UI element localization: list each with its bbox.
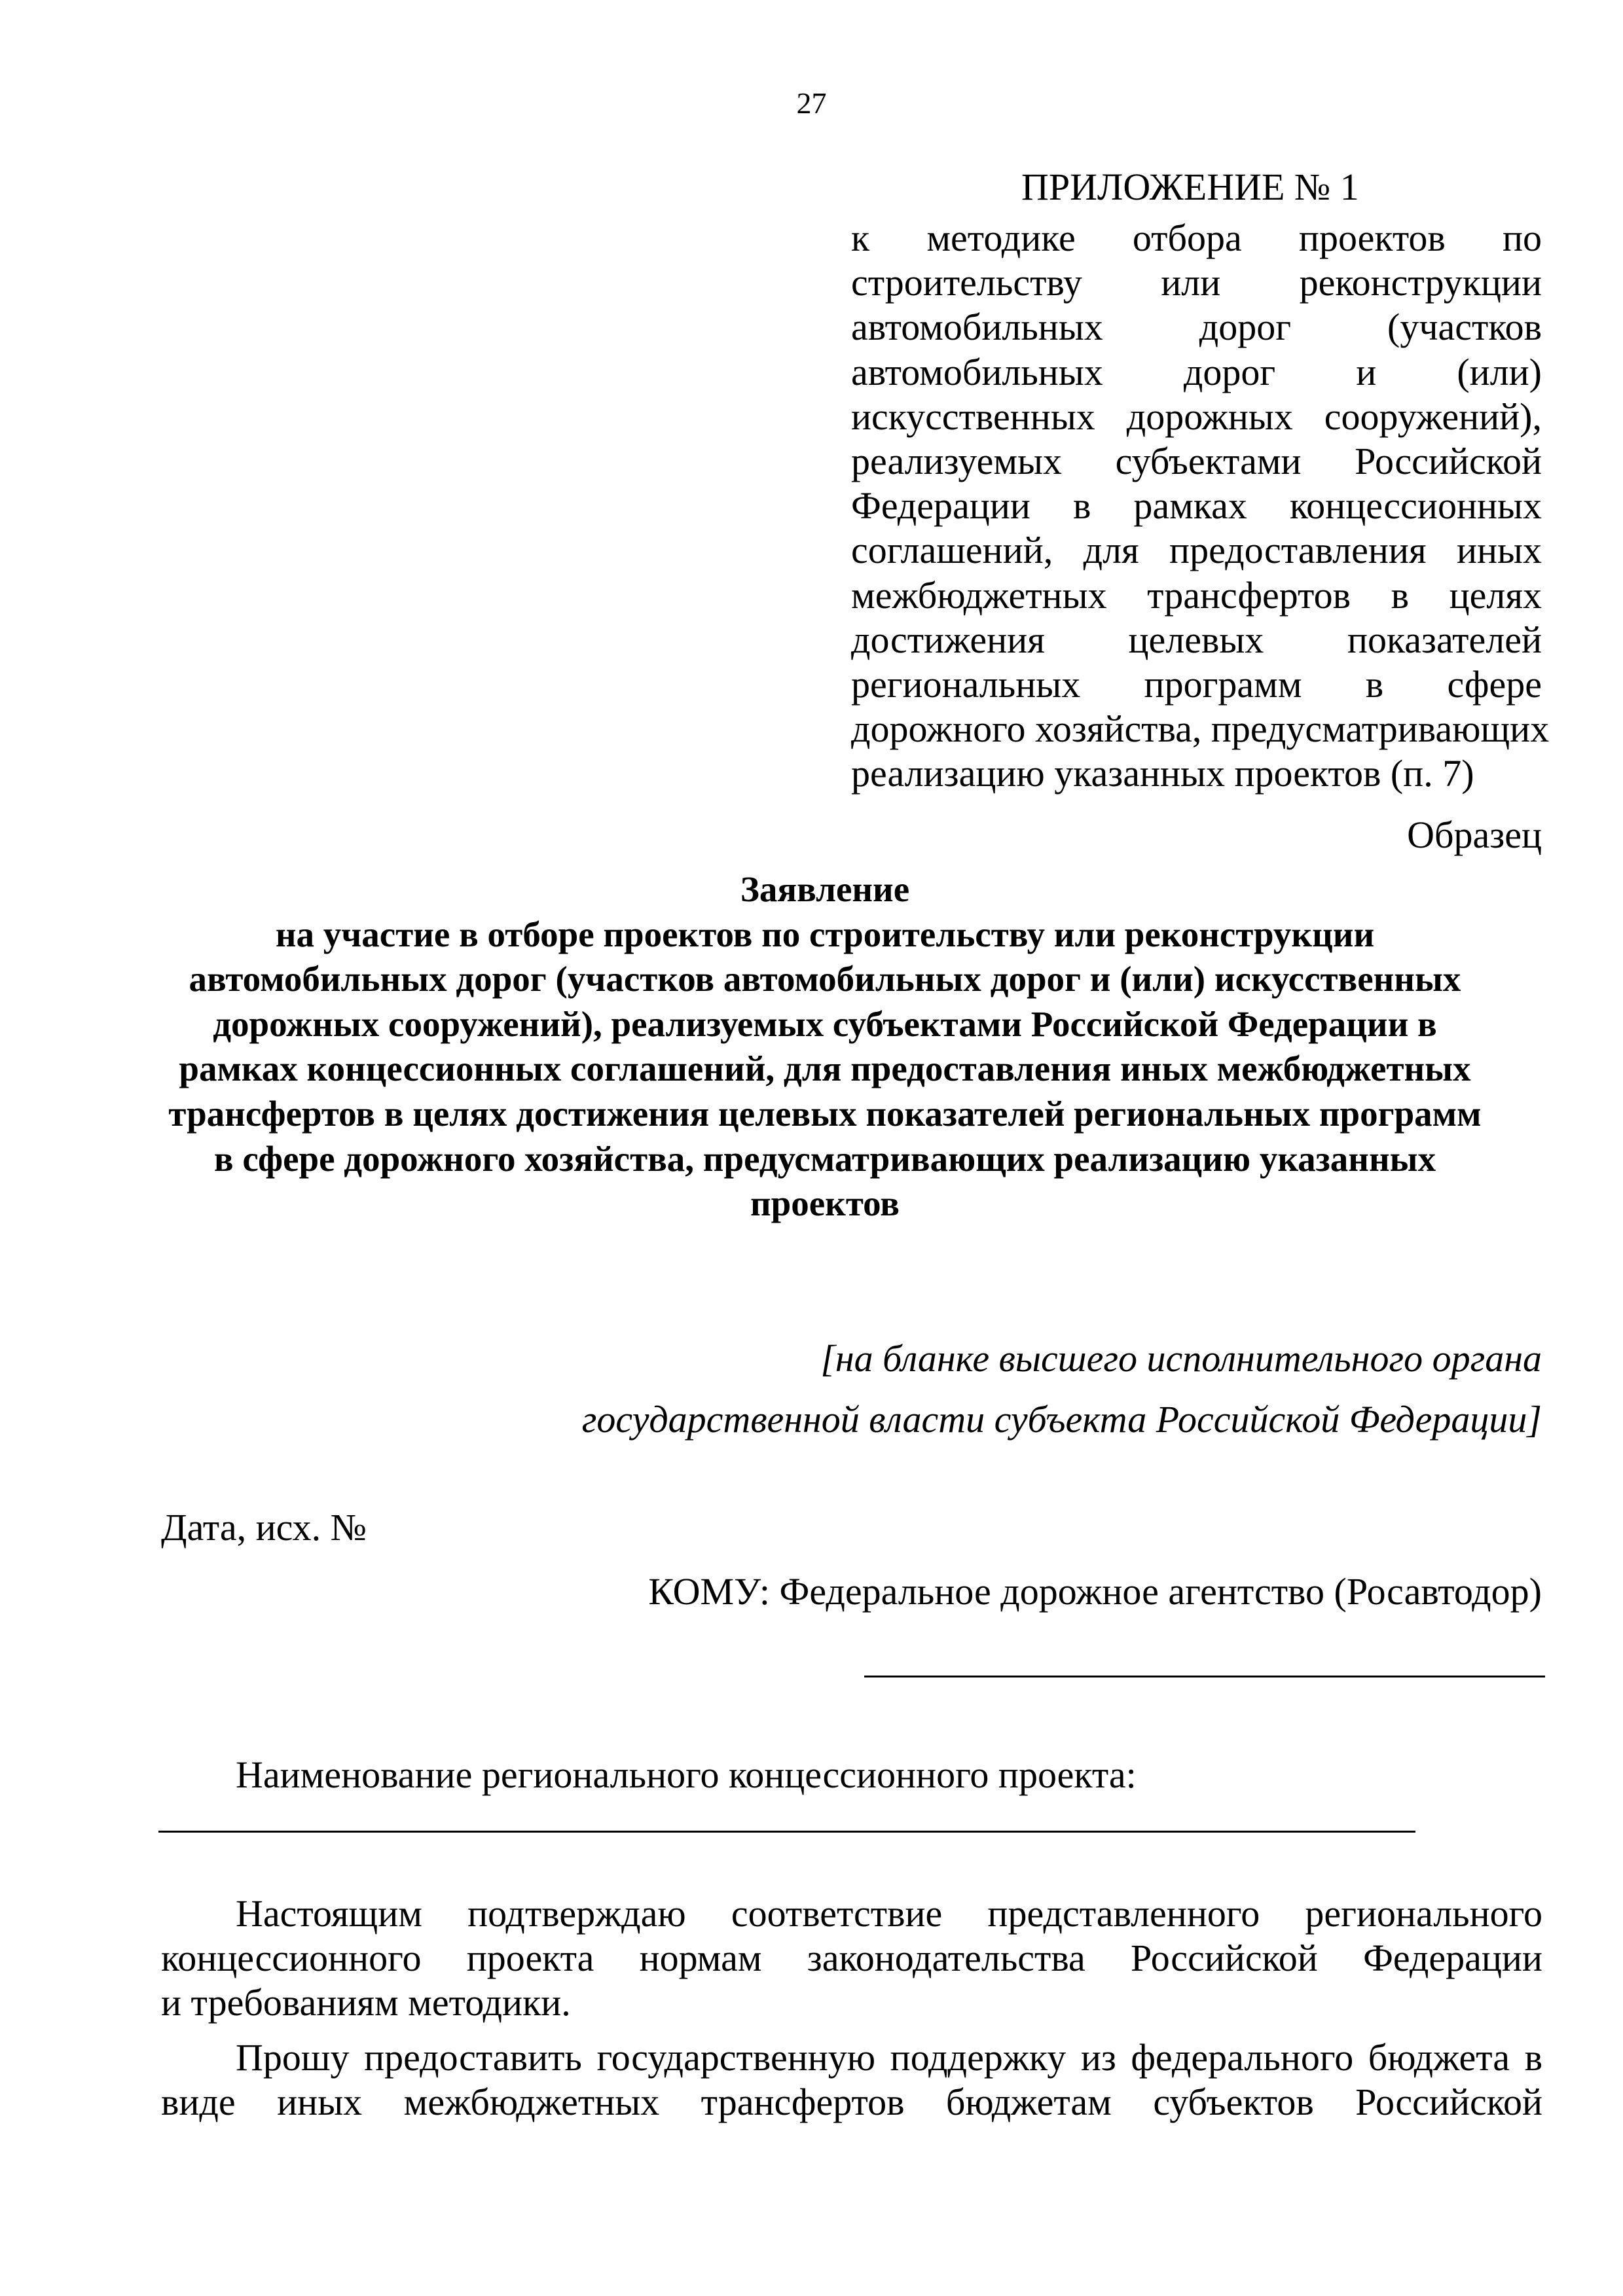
statement-title-line: автомобильных дорог (участков автомобильных дорог и (или) искусственных <box>189 959 1461 999</box>
appendix-line: автомобильных дорог (участков <box>851 306 1542 349</box>
appendix-line: автомобильных дорог и (или) <box>851 350 1542 393</box>
sample-label: Образец <box>1407 814 1542 856</box>
statement-title-line: дорожных сооружений), реализуемых субъектами Российской Федерации в <box>213 1003 1437 1044</box>
statement-title-line: Заявление <box>740 869 910 909</box>
page-number: 27 <box>796 86 827 120</box>
statement-title-line: проектов <box>750 1183 900 1224</box>
recipient-blank-line <box>864 1676 1545 1677</box>
paragraph-line: виде иных межбюджетных трансфертов бюджетам субъектов Российской <box>161 2081 1542 2123</box>
statement-title-line: в сфере дорожного хозяйства, предусматривающих реализацию указанных <box>213 1138 1436 1179</box>
request-paragraph <box>161 2036 1542 2125</box>
confirmation-paragraph <box>161 1892 1542 2025</box>
paragraph-line: концессионного проекта нормам законодательства Российской Федерации <box>161 1937 1542 1979</box>
paragraph-line: Прошу предоставить государственную поддержку из федерального бюджета в <box>236 2036 1542 2079</box>
appendix-line: строительству или реконструкции <box>851 261 1542 304</box>
paragraph-line: Настоящим подтверждаю соответствие представленного регионального <box>236 1892 1542 1935</box>
appendix-line: искусственных дорожных сооружений), <box>851 395 1542 438</box>
statement-title-line: рамках концессионных соглашений, для предоставления иных межбюджетных <box>179 1049 1471 1089</box>
appendix-line: реализуемых субъектами Российской <box>851 439 1542 482</box>
appendix-line: к методике отбора проектов по <box>851 217 1542 259</box>
project-name-label: Наименование регионального концессионного проекта: <box>236 1753 1137 1796</box>
recipient-line: КОМУ: Федеральное дорожное агентство (Росавтодор) <box>648 1570 1542 1613</box>
statement-title <box>144 867 1506 1227</box>
appendix-line: достижения целевых показателей <box>851 618 1542 661</box>
date-reference-label: Дата, исх. № <box>161 1506 367 1549</box>
letterhead-note-line: государственной власти субъекта Российской Федерации] <box>581 1398 1542 1441</box>
statement-title-line: на участие в отборе проектов по строительству или реконструкции <box>275 914 1375 954</box>
appendix-line: реализацию указанных проектов (п. 7) <box>851 752 1474 795</box>
appendix-line: Федерации в рамках концессионных <box>851 484 1542 528</box>
statement-title-line: трансфертов в целях достижения целевых показателей региональных программ <box>168 1093 1482 1134</box>
appendix-line: дорожного хозяйства, предусматривающих <box>851 708 1550 751</box>
appendix-line: региональных программ в сфере <box>851 662 1542 706</box>
appendix-title: ПРИЛОЖЕНИЕ № 1 <box>1021 166 1359 208</box>
project-name-blank-line <box>158 1831 1415 1833</box>
letterhead-note-line: [на бланке высшего исполнительного органа <box>820 1337 1542 1380</box>
appendix-line: соглашений, для предоставления иных <box>851 529 1542 572</box>
paragraph-line: и требованиям методики. <box>161 1981 571 2024</box>
appendix-description <box>851 216 1550 796</box>
appendix-line: межбюджетных трансфертов в целях <box>851 573 1542 617</box>
